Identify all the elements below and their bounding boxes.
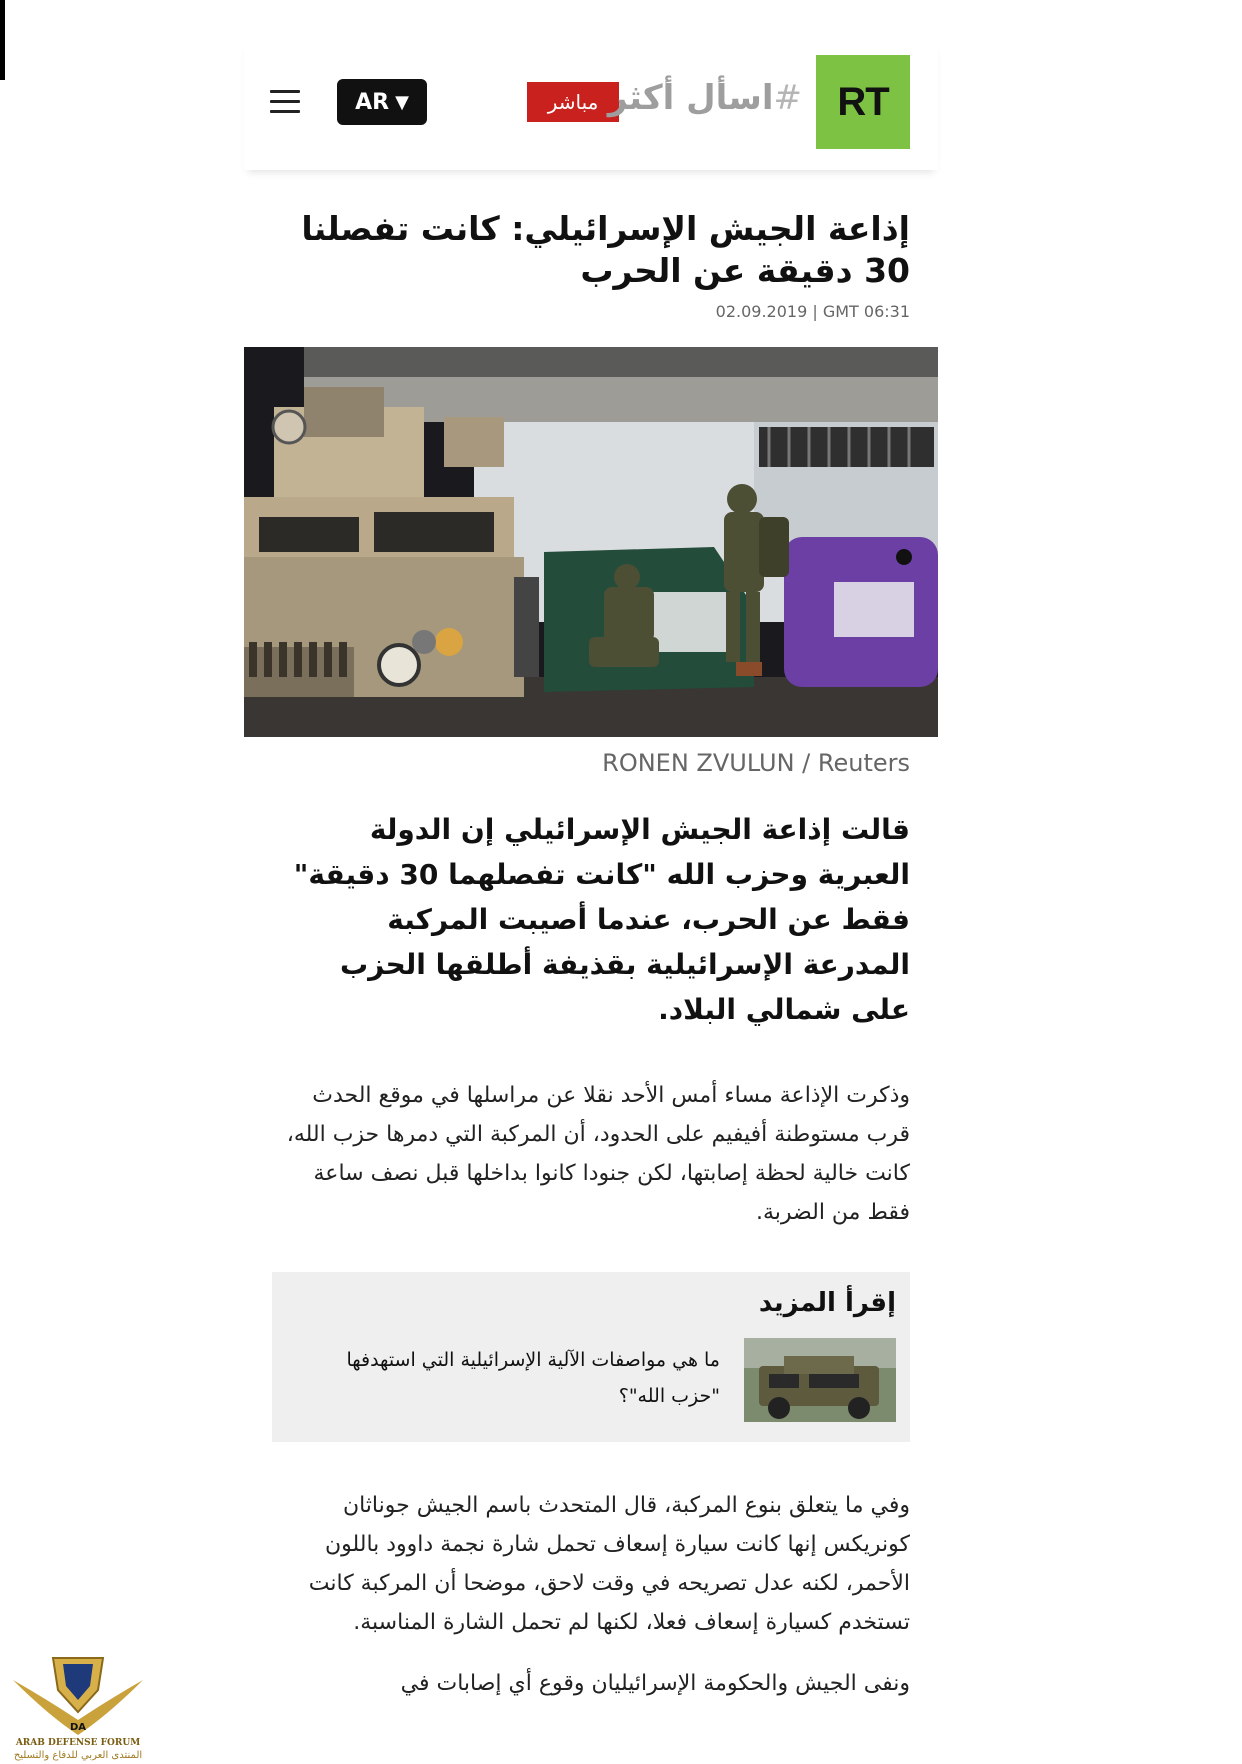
slogan[interactable] — [608, 78, 802, 118]
language-label: AR — [355, 89, 390, 115]
article-date: 02.09.2019 | GMT 06:31 — [715, 302, 910, 321]
read-more-thumbnail[interactable] — [744, 1338, 896, 1422]
language-selector[interactable] — [337, 79, 427, 125]
read-more-box[interactable] — [272, 1272, 910, 1442]
hero-image — [244, 347, 938, 737]
shield-emblem-icon — [8, 1650, 148, 1740]
article-paragraph-2: وفي ما يتعلق بنوع المركبة، قال المتحدث باسم الجيش جوناثان كونريكس إنها كانت سيارة إسعاف تحمل شارة نجمة داوود باللون الأحمر، لكنه عدل تصريحه في وقت لاحق، موضحا أن المركبة كانت تستخدم كسيارة إسعاف فعلا، لكنها لم تحمل الشارة المناسبة. — [308, 1493, 910, 1635]
hamburger-menu-icon[interactable] — [270, 90, 300, 114]
live-button[interactable]: مباشر — [527, 82, 619, 122]
article-paragraph-1: وذكرت الإذاعة مساء أمس الأحد نقلا عن مراسلها في موقع الحدث قرب مستوطنة أفيفيم على الحدود، أن المركبة التي دمرها حزب الله، كانت خالية لحظة إصابتها، لكن جنودا كانوا بداخلها قبل نصف ساعة فقط من الضربة. — [286, 1083, 910, 1225]
rt-logo[interactable] — [816, 55, 910, 149]
svg-text:DA: DA — [69, 1722, 87, 1733]
site-header — [244, 40, 938, 170]
watermark-name-ar: المنتدى العربي للدفاع والتسليح — [13, 1750, 143, 1761]
watermark-logo — [8, 1650, 148, 1760]
image-caption: RONEN ZVULUN / Reuters — [602, 749, 910, 777]
article-paragraph-3: ونفى الجيش والحكومة الإسرائيليان وقوع أي إصابات في — [400, 1671, 910, 1696]
rt-logo-text: RT — [837, 79, 889, 124]
article-lead: قالت إذاعة الجيش الإسرائيلي إن الدولة العبرية وحزب الله "كانت تفصلهما 30 دقيقة" فقط عن الحرب، عندما أصيبت المركبة المدرعة الإسرائيلية بقذيفة أطلقها الحزب على شمالي البلاد. — [293, 813, 910, 1026]
left-edge-bar — [0, 0, 5, 80]
read-more-heading: إقرأ المزيد — [758, 1288, 896, 1318]
article-title: إذاعة الجيش الإسرائيلي: كانت تفصلنا 30 دقيقة عن الحرب — [301, 209, 910, 290]
slogan-hash: # — [773, 78, 802, 118]
watermark-name: ARAB DEFENSE FORUM — [15, 1738, 141, 1748]
slogan-text: اسأل أكثر — [607, 78, 774, 118]
read-more-link[interactable]: ما هي مواصفات الآلية الإسرائيلية التي استهدفها "حزب الله"؟ — [346, 1349, 720, 1407]
caret-down-icon: ▼ — [395, 91, 409, 113]
article-page — [244, 40, 938, 1725]
